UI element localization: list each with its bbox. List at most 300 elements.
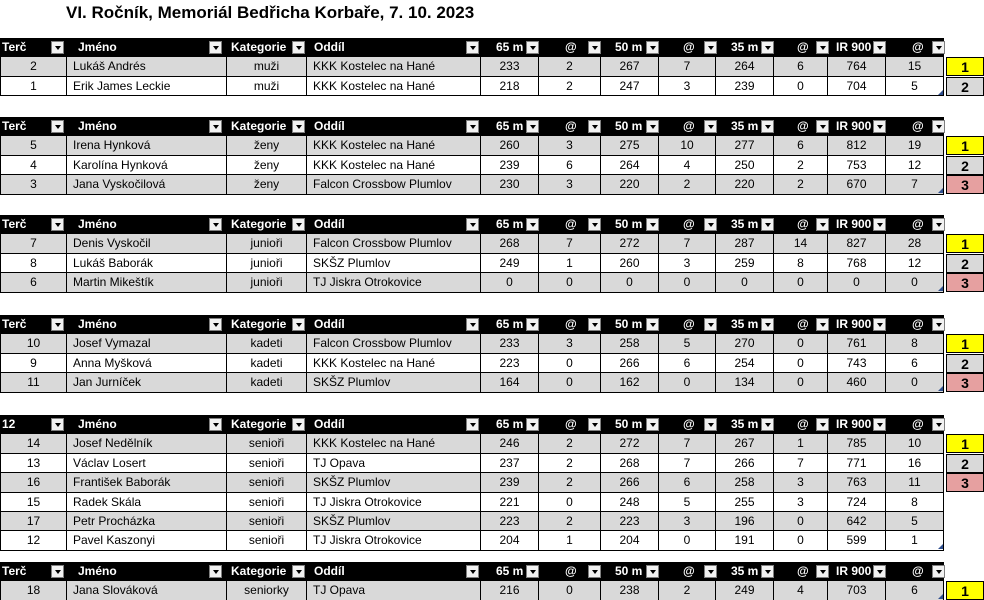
filter-dropdown-icon[interactable] xyxy=(704,218,717,231)
col-jmeno[interactable]: Václav Losert xyxy=(67,454,227,473)
col-35m[interactable]: 287 xyxy=(716,234,774,253)
filter-dropdown-icon[interactable] xyxy=(588,565,601,578)
filter-dropdown-icon[interactable] xyxy=(209,318,222,331)
col-at-35[interactable]: 6 xyxy=(774,57,828,76)
filter-dropdown-icon[interactable] xyxy=(466,565,479,578)
filter-dropdown-icon[interactable] xyxy=(526,318,539,331)
col-at-65[interactable]: 0 xyxy=(539,373,601,392)
col-50m[interactable]: 258 xyxy=(601,334,659,353)
col-kategorie[interactable]: kadeti xyxy=(227,373,307,392)
col-terc[interactable]: 12 xyxy=(0,531,67,550)
col-at-50[interactable]: 0 xyxy=(659,531,716,550)
filter-dropdown-icon[interactable] xyxy=(761,318,774,331)
col-jmeno[interactable]: Anna Myšková xyxy=(67,354,227,373)
filter-dropdown-icon[interactable] xyxy=(209,565,222,578)
col-kategorie[interactable]: kadeti xyxy=(227,334,307,353)
col-kategorie[interactable]: junioři xyxy=(227,254,307,273)
col-terc[interactable]: 2 xyxy=(0,57,67,76)
col-oddil[interactable]: SKŠZ Plumlov xyxy=(307,254,481,273)
filter-dropdown-icon[interactable] xyxy=(466,318,479,331)
col-at-ir[interactable]: 19 xyxy=(886,136,944,155)
col-ir900[interactable]: 724 xyxy=(828,493,886,512)
col-at-65[interactable]: 2 xyxy=(539,77,601,96)
col-35m[interactable]: 191 xyxy=(716,531,774,550)
col-jmeno[interactable]: František Baborák xyxy=(67,473,227,492)
col-kategorie[interactable]: junioři xyxy=(227,273,307,292)
col-jmeno[interactable]: Jana Vyskočilová xyxy=(67,175,227,194)
filter-dropdown-icon[interactable] xyxy=(873,41,886,54)
col-at-ir[interactable]: 7 xyxy=(886,175,944,194)
filter-dropdown-icon[interactable] xyxy=(51,41,64,54)
col-kategorie[interactable]: ženy xyxy=(227,175,307,194)
col-65m[interactable]: 218 xyxy=(481,77,539,96)
col-50m[interactable]: 247 xyxy=(601,77,659,96)
col-at-ir[interactable]: 0 xyxy=(886,373,944,392)
filter-dropdown-icon[interactable] xyxy=(646,318,659,331)
filter-dropdown-icon[interactable] xyxy=(292,565,305,578)
col-35m[interactable]: 249 xyxy=(716,581,774,600)
filter-dropdown-icon[interactable] xyxy=(873,418,886,431)
col-kategorie[interactable]: seniorky xyxy=(227,581,307,600)
col-at-ir[interactable]: 5 xyxy=(886,512,944,531)
filter-dropdown-icon[interactable] xyxy=(588,218,601,231)
col-ir900[interactable]: 763 xyxy=(828,473,886,492)
col-35m[interactable]: 264 xyxy=(716,57,774,76)
col-65m[interactable]: 164 xyxy=(481,373,539,392)
col-kategorie[interactable]: senioři xyxy=(227,531,307,550)
col-35m[interactable]: 220 xyxy=(716,175,774,194)
col-terc[interactable]: 9 xyxy=(0,354,67,373)
col-at-50[interactable]: 6 xyxy=(659,473,716,492)
col-ir900[interactable]: 460 xyxy=(828,373,886,392)
col-at-ir[interactable]: 1 xyxy=(886,531,944,550)
col-ir900[interactable]: 753 xyxy=(828,156,886,175)
col-ir900[interactable]: 761 xyxy=(828,334,886,353)
filter-dropdown-icon[interactable] xyxy=(932,565,945,578)
col-at-65[interactable]: 3 xyxy=(539,136,601,155)
col-65m[interactable]: 233 xyxy=(481,334,539,353)
col-at-50[interactable]: 2 xyxy=(659,175,716,194)
col-jmeno[interactable]: Radek Skála xyxy=(67,493,227,512)
col-65m[interactable]: 239 xyxy=(481,156,539,175)
col-at-ir[interactable]: 15 xyxy=(886,57,944,76)
filter-dropdown-icon[interactable] xyxy=(646,565,659,578)
col-at-50[interactable]: 7 xyxy=(659,57,716,76)
col-at-ir[interactable]: 12 xyxy=(886,254,944,273)
col-35m[interactable]: 196 xyxy=(716,512,774,531)
col-oddil[interactable]: SKŠZ Plumlov xyxy=(307,512,481,531)
filter-dropdown-icon[interactable] xyxy=(761,418,774,431)
col-at-35[interactable]: 0 xyxy=(774,531,828,550)
filter-dropdown-icon[interactable] xyxy=(932,218,945,231)
col-65m[interactable]: 230 xyxy=(481,175,539,194)
col-jmeno[interactable]: Denis Vyskočil xyxy=(67,234,227,253)
col-35m[interactable]: 267 xyxy=(716,434,774,453)
filter-dropdown-icon[interactable] xyxy=(704,120,717,133)
filter-dropdown-icon[interactable] xyxy=(209,418,222,431)
col-jmeno[interactable]: Martin Mikeštík xyxy=(67,273,227,292)
col-ir900[interactable]: 670 xyxy=(828,175,886,194)
filter-dropdown-icon[interactable] xyxy=(816,565,829,578)
col-65m[interactable]: 268 xyxy=(481,234,539,253)
col-at-ir[interactable]: 11 xyxy=(886,473,944,492)
col-at-50[interactable]: 7 xyxy=(659,234,716,253)
filter-dropdown-icon[interactable] xyxy=(816,120,829,133)
filter-dropdown-icon[interactable] xyxy=(209,120,222,133)
col-jmeno[interactable]: Josef Nedělník xyxy=(67,434,227,453)
filter-dropdown-icon[interactable] xyxy=(209,218,222,231)
col-ir900[interactable]: 812 xyxy=(828,136,886,155)
filter-dropdown-icon[interactable] xyxy=(704,418,717,431)
col-jmeno[interactable]: Jan Jurníček xyxy=(67,373,227,392)
col-50m[interactable]: 266 xyxy=(601,354,659,373)
col-at-50[interactable]: 7 xyxy=(659,454,716,473)
col-ir900[interactable]: 764 xyxy=(828,57,886,76)
filter-dropdown-icon[interactable] xyxy=(466,41,479,54)
col-kategorie[interactable]: junioři xyxy=(227,234,307,253)
table-row xyxy=(0,77,984,96)
col-terc[interactable]: 8 xyxy=(0,254,67,273)
col-at-65[interactable]: 2 xyxy=(539,473,601,492)
col-35m[interactable]: 0 xyxy=(716,273,774,292)
col-65m[interactable]: 223 xyxy=(481,512,539,531)
col-35m[interactable]: 254 xyxy=(716,354,774,373)
filter-dropdown-icon[interactable] xyxy=(51,418,64,431)
col-35m[interactable]: 266 xyxy=(716,454,774,473)
table-resize-handle-icon[interactable] xyxy=(938,594,943,599)
col-at-ir[interactable]: 12 xyxy=(886,156,944,175)
col-65m[interactable]: 221 xyxy=(481,493,539,512)
col-65m[interactable]: 260 xyxy=(481,136,539,155)
col-terc[interactable]: 6 xyxy=(0,273,67,292)
col-65m[interactable]: 204 xyxy=(481,531,539,550)
col-at-35[interactable]: 14 xyxy=(774,234,828,253)
col-65m[interactable]: 223 xyxy=(481,354,539,373)
col-65m[interactable]: 249 xyxy=(481,254,539,273)
col-terc[interactable]: 11 xyxy=(0,373,67,392)
col-at-35[interactable]: 2 xyxy=(774,175,828,194)
col-terc[interactable]: 16 xyxy=(0,473,67,492)
col-65m[interactable]: 216 xyxy=(481,581,539,600)
filter-dropdown-icon[interactable] xyxy=(704,565,717,578)
col-terc[interactable]: 14 xyxy=(0,434,67,453)
col-50m[interactable]: 272 xyxy=(601,234,659,253)
col-at-50[interactable]: 5 xyxy=(659,493,716,512)
col-at-35[interactable]: 2 xyxy=(774,156,828,175)
col-oddil[interactable]: KKK Kostelec na Hané xyxy=(307,354,481,373)
col-at-65[interactable]: 2 xyxy=(539,57,601,76)
col-ir900[interactable]: 785 xyxy=(828,434,886,453)
col-at-35[interactable]: 0 xyxy=(774,77,828,96)
filter-dropdown-icon[interactable] xyxy=(588,318,601,331)
filter-dropdown-icon[interactable] xyxy=(761,565,774,578)
col-kategorie[interactable]: ženy xyxy=(227,156,307,175)
col-ir900[interactable]: 642 xyxy=(828,512,886,531)
table-resize-handle-icon[interactable] xyxy=(938,286,943,291)
col-jmeno[interactable]: Erik James Leckie xyxy=(67,77,227,96)
col-ir900[interactable]: 743 xyxy=(828,354,886,373)
filter-dropdown-icon[interactable] xyxy=(761,41,774,54)
col-at-35[interactable]: 7 xyxy=(774,454,828,473)
filter-dropdown-icon[interactable] xyxy=(873,318,886,331)
col-oddil[interactable]: TJ Opava xyxy=(307,454,481,473)
filter-dropdown-icon[interactable] xyxy=(51,120,64,133)
col-50m[interactable]: 162 xyxy=(601,373,659,392)
col-50m[interactable]: 260 xyxy=(601,254,659,273)
col-ir900[interactable]: 704 xyxy=(828,77,886,96)
col-35m[interactable]: 270 xyxy=(716,334,774,353)
col-kategorie[interactable]: muži xyxy=(227,77,307,96)
col-kategorie[interactable]: muži xyxy=(227,57,307,76)
filter-dropdown-icon[interactable] xyxy=(292,120,305,133)
col-at-ir[interactable]: 16 xyxy=(886,454,944,473)
col-at-ir[interactable]: 5 xyxy=(886,77,944,96)
filter-dropdown-icon[interactable] xyxy=(588,418,601,431)
col-at-35[interactable]: 0 xyxy=(774,512,828,531)
col-jmeno[interactable]: Petr Procházka xyxy=(67,512,227,531)
col-ir900[interactable]: 703 xyxy=(828,581,886,600)
col-at-65[interactable]: 0 xyxy=(539,354,601,373)
col-65m[interactable]: 246 xyxy=(481,434,539,453)
col-at-ir[interactable]: 8 xyxy=(886,334,944,353)
col-terc[interactable]: 18 xyxy=(0,581,67,600)
col-at-50[interactable]: 6 xyxy=(659,354,716,373)
col-at-35[interactable]: 0 xyxy=(774,273,828,292)
col-50m[interactable]: 272 xyxy=(601,434,659,453)
col-oddil[interactable]: TJ Jiskra Otrokovice xyxy=(307,531,481,550)
col-kategorie[interactable]: senioři xyxy=(227,512,307,531)
col-at-35[interactable]: 1 xyxy=(774,434,828,453)
col-at-ir[interactable]: 28 xyxy=(886,234,944,253)
filter-dropdown-icon[interactable] xyxy=(816,41,829,54)
col-at-65[interactable]: 0 xyxy=(539,581,601,600)
filter-dropdown-icon[interactable] xyxy=(526,565,539,578)
col-50m[interactable]: 0 xyxy=(601,273,659,292)
col-at-65[interactable]: 0 xyxy=(539,493,601,512)
col-50m[interactable]: 220 xyxy=(601,175,659,194)
col-at-35[interactable]: 3 xyxy=(774,473,828,492)
col-at-35[interactable]: 3 xyxy=(774,493,828,512)
col-jmeno[interactable]: Lukáš Baborák xyxy=(67,254,227,273)
col-oddil[interactable]: TJ Jiskra Otrokovice xyxy=(307,273,481,292)
filter-dropdown-icon[interactable] xyxy=(932,318,945,331)
col-oddil[interactable]: KKK Kostelec na Hané xyxy=(307,136,481,155)
header-jmeno: Jméno xyxy=(78,40,117,54)
filter-dropdown-icon[interactable] xyxy=(646,218,659,231)
col-jmeno[interactable]: Irena Hynková xyxy=(67,136,227,155)
filter-dropdown-icon[interactable] xyxy=(588,120,601,133)
col-at-35[interactable]: 0 xyxy=(774,354,828,373)
filter-dropdown-icon[interactable] xyxy=(873,120,886,133)
col-at-ir[interactable]: 10 xyxy=(886,434,944,453)
col-oddil[interactable]: KKK Kostelec na Hané xyxy=(307,156,481,175)
col-ir900[interactable]: 771 xyxy=(828,454,886,473)
col-at-35[interactable]: 0 xyxy=(774,334,828,353)
col-at-65[interactable]: 3 xyxy=(539,334,601,353)
col-terc[interactable]: 15 xyxy=(0,493,67,512)
col-terc[interactable]: 17 xyxy=(0,512,67,531)
col-terc[interactable]: 10 xyxy=(0,334,67,353)
filter-dropdown-icon[interactable] xyxy=(932,41,945,54)
col-at-35[interactable]: 0 xyxy=(774,373,828,392)
col-35m[interactable]: 259 xyxy=(716,254,774,273)
col-at-50[interactable]: 3 xyxy=(659,254,716,273)
col-at-50[interactable]: 10 xyxy=(659,136,716,155)
col-ir900[interactable]: 827 xyxy=(828,234,886,253)
col-oddil[interactable]: KKK Kostelec na Hané xyxy=(307,57,481,76)
col-50m[interactable]: 267 xyxy=(601,57,659,76)
col-terc[interactable]: 5 xyxy=(0,136,67,155)
col-kategorie[interactable]: senioři xyxy=(227,493,307,512)
filter-dropdown-icon[interactable] xyxy=(704,318,717,331)
table-resize-handle-icon[interactable] xyxy=(938,188,943,193)
col-jmeno[interactable]: Lukáš Andrés xyxy=(67,57,227,76)
filter-dropdown-icon[interactable] xyxy=(761,218,774,231)
table-resize-handle-icon[interactable] xyxy=(938,90,943,95)
filter-dropdown-icon[interactable] xyxy=(646,418,659,431)
filter-dropdown-icon[interactable] xyxy=(466,418,479,431)
table-resize-handle-icon[interactable] xyxy=(938,544,943,549)
filter-dropdown-icon[interactable] xyxy=(873,218,886,231)
col-65m[interactable]: 233 xyxy=(481,57,539,76)
filter-dropdown-icon[interactable] xyxy=(932,418,945,431)
col-at-ir[interactable]: 0 xyxy=(886,273,944,292)
col-35m[interactable]: 250 xyxy=(716,156,774,175)
filter-dropdown-icon[interactable] xyxy=(209,41,222,54)
col-at-50[interactable]: 4 xyxy=(659,156,716,175)
filter-dropdown-icon[interactable] xyxy=(816,418,829,431)
col-jmeno[interactable]: Karolína Hynková xyxy=(67,156,227,175)
col-jmeno[interactable]: Jana Slováková xyxy=(67,581,227,600)
col-35m[interactable]: 255 xyxy=(716,493,774,512)
col-50m[interactable]: 223 xyxy=(601,512,659,531)
col-at-65[interactable]: 1 xyxy=(539,254,601,273)
col-65m[interactable]: 0 xyxy=(481,273,539,292)
col-at-65[interactable]: 2 xyxy=(539,454,601,473)
rank-badge: 2 xyxy=(946,254,984,273)
col-terc[interactable]: 3 xyxy=(0,175,67,194)
col-at-65[interactable]: 2 xyxy=(539,434,601,453)
col-kategorie[interactable]: senioři xyxy=(227,473,307,492)
filter-dropdown-icon[interactable] xyxy=(292,418,305,431)
col-at-50[interactable]: 5 xyxy=(659,334,716,353)
col-terc[interactable]: 7 xyxy=(0,234,67,253)
col-oddil[interactable]: Falcon Crossbow Plumlov xyxy=(307,234,481,253)
col-oddil[interactable]: Falcon Crossbow Plumlov xyxy=(307,175,481,194)
filter-dropdown-icon[interactable] xyxy=(588,41,601,54)
filter-dropdown-icon[interactable] xyxy=(526,120,539,133)
filter-dropdown-icon[interactable] xyxy=(51,318,64,331)
col-at-65[interactable]: 6 xyxy=(539,156,601,175)
filter-dropdown-icon[interactable] xyxy=(526,418,539,431)
filter-dropdown-icon[interactable] xyxy=(466,120,479,133)
col-ir900[interactable]: 768 xyxy=(828,254,886,273)
col-50m[interactable]: 264 xyxy=(601,156,659,175)
col-jmeno[interactable]: Pavel Kaszonyi xyxy=(67,531,227,550)
col-oddil[interactable]: KKK Kostelec na Hané xyxy=(307,434,481,453)
col-ir900[interactable]: 599 xyxy=(828,531,886,550)
col-at-ir[interactable]: 6 xyxy=(886,581,944,600)
header-at-50: @ xyxy=(683,417,695,431)
filter-dropdown-icon[interactable] xyxy=(816,218,829,231)
col-terc[interactable]: 1 xyxy=(0,77,67,96)
header-row xyxy=(0,38,944,57)
filter-dropdown-icon[interactable] xyxy=(51,218,64,231)
col-at-50[interactable]: 0 xyxy=(659,373,716,392)
col-50m[interactable]: 266 xyxy=(601,473,659,492)
col-at-50[interactable]: 3 xyxy=(659,512,716,531)
col-terc[interactable]: 13 xyxy=(0,454,67,473)
filter-dropdown-icon[interactable] xyxy=(816,318,829,331)
col-65m[interactable]: 239 xyxy=(481,473,539,492)
col-at-65[interactable]: 3 xyxy=(539,175,601,194)
col-at-65[interactable]: 0 xyxy=(539,273,601,292)
col-ir900[interactable]: 0 xyxy=(828,273,886,292)
col-50m[interactable]: 238 xyxy=(601,581,659,600)
col-kategorie[interactable]: ženy xyxy=(227,136,307,155)
col-at-65[interactable]: 7 xyxy=(539,234,601,253)
col-kategorie[interactable]: kadeti xyxy=(227,354,307,373)
filter-dropdown-icon[interactable] xyxy=(704,41,717,54)
col-oddil[interactable]: SKŠZ Plumlov xyxy=(307,373,481,392)
col-35m[interactable]: 277 xyxy=(716,136,774,155)
col-jmeno[interactable]: Josef Vymazal xyxy=(67,334,227,353)
col-oddil[interactable]: TJ Opava xyxy=(307,581,481,600)
col-terc[interactable]: 4 xyxy=(0,156,67,175)
header-at-65: @ xyxy=(565,217,577,231)
col-oddil[interactable]: Falcon Crossbow Plumlov xyxy=(307,334,481,353)
filter-dropdown-icon[interactable] xyxy=(526,41,539,54)
col-at-35[interactable]: 8 xyxy=(774,254,828,273)
col-65m[interactable]: 237 xyxy=(481,454,539,473)
col-35m[interactable]: 134 xyxy=(716,373,774,392)
filter-dropdown-icon[interactable] xyxy=(51,565,64,578)
col-at-65[interactable]: 1 xyxy=(539,531,601,550)
filter-dropdown-icon[interactable] xyxy=(292,41,305,54)
col-at-50[interactable]: 2 xyxy=(659,581,716,600)
col-kategorie[interactable]: senioři xyxy=(227,454,307,473)
col-oddil[interactable]: TJ Jiskra Otrokovice xyxy=(307,493,481,512)
col-50m[interactable]: 268 xyxy=(601,454,659,473)
col-at-35[interactable]: 6 xyxy=(774,136,828,155)
col-50m[interactable]: 248 xyxy=(601,493,659,512)
filter-dropdown-icon[interactable] xyxy=(873,565,886,578)
col-oddil[interactable]: SKŠZ Plumlov xyxy=(307,473,481,492)
col-at-ir[interactable]: 8 xyxy=(886,493,944,512)
col-at-ir[interactable]: 6 xyxy=(886,354,944,373)
col-35m[interactable]: 239 xyxy=(716,77,774,96)
filter-dropdown-icon[interactable] xyxy=(646,120,659,133)
col-oddil[interactable]: KKK Kostelec na Hané xyxy=(307,77,481,96)
col-50m[interactable]: 204 xyxy=(601,531,659,550)
col-at-50[interactable]: 3 xyxy=(659,77,716,96)
filter-dropdown-icon[interactable] xyxy=(761,120,774,133)
col-50m[interactable]: 275 xyxy=(601,136,659,155)
col-at-50[interactable]: 7 xyxy=(659,434,716,453)
filter-dropdown-icon[interactable] xyxy=(646,41,659,54)
filter-dropdown-icon[interactable] xyxy=(292,218,305,231)
filter-dropdown-icon[interactable] xyxy=(932,120,945,133)
col-kategorie[interactable]: senioři xyxy=(227,434,307,453)
filter-dropdown-icon[interactable] xyxy=(466,218,479,231)
table-resize-handle-icon[interactable] xyxy=(938,386,943,391)
col-at-35[interactable]: 4 xyxy=(774,581,828,600)
filter-dropdown-icon[interactable] xyxy=(292,318,305,331)
filter-dropdown-icon[interactable] xyxy=(526,218,539,231)
col-35m[interactable]: 258 xyxy=(716,473,774,492)
col-at-65[interactable]: 2 xyxy=(539,512,601,531)
col-at-50[interactable]: 0 xyxy=(659,273,716,292)
